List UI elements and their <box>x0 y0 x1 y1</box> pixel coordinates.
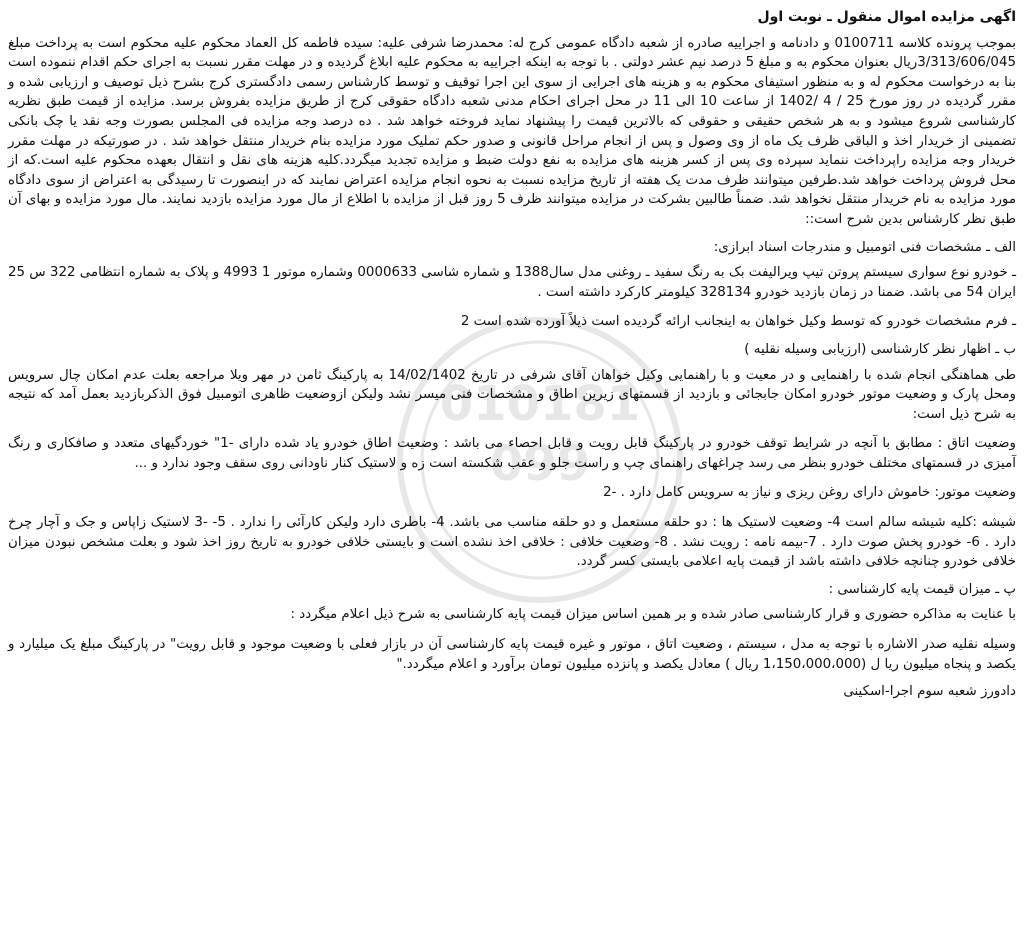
section-p-basis: با عنایت به مذاکره حضوری و قرار کارشناسی صادر شده و بر همین اساس میزان قیمت پایه کارشناسی به شرح ذیل اعلام میگردد : <box>290 607 1016 623</box>
section-b-body-condition: وضعیت اتاق : مطابق با آنچه در شرایط توقف خودرو در پارکینگ قابل رویت و قابل احصاء می باشد : وضعیت اطاق خودرو یاد شده دارای -1" خوردگیهای متعدد و صافکاری و رنگ آمیزی در قسمتهای مختلف خودرو بنظر می رسد چراغهای راهنمای چپ و راست جلو و عقب شکسته است زه و لاستیک کنار ناودانی روی سقف وجود ندارد و ... <box>8 436 1016 471</box>
section-a-heading: الف ـ مشخصات فنی اتومبیل و مندرجات اسناد ابرازی: <box>713 239 1016 255</box>
section-b-other-condition: شیشه :کلیه شیشه سالم است 4- وضعیت لاستیک ها : دو حلقه مستعمل و دو حلقه مناسب می باشد. 4- باطری دارد ولیکن کارآئی را ندارد . 5- -3 لاستیک زاپاس و جک و آچار چرخ دارد . 6- خودرو پخش صوت دارد . 7-بیمه نامه : رویت نشد . 8- وضعیت خلافی : خلافی اخذ نشده است و بایستی خلافی خودرو به تاریخ روز اخذ شود و بعلت مشخص نبودن میزان خلافی خودرو چنانچه خلافی داشته باشد از قیمت پایه اعلامی بایستی کسر گردد. <box>8 515 1017 570</box>
section-p-price: وسیله نقلیه صدر الاشاره با توجه به مدل ، سیستم ، وضعیت اتاق ، موتور و غیره قیمت پایه کارشناسی آن در بازار فعلی با وضعیت موجود و قابل رویت" در پارکینگ مبلغ یک میلیارد و یکصد و پنجاه میلیون ریا ل (1،150،000،000 ریال ) معادل یکصد و پانزده میلیون تومان برآورد و اعلام میگردد." <box>8 637 1016 672</box>
section-a-item-form: ـ فرم مشخصات خودرو که توسط وکیل خواهان به اینجانب ارائه گردیده است ذیلاً آورده شده است 2 <box>460 314 1016 330</box>
section-b-heading: ب ـ اظهار نظر کارشناسی (ارزیابی وسیله نقلیه ) <box>744 341 1016 357</box>
intro-paragraph: بموجب پرونده کلاسه 0100711 و دادنامه و اجراییه صادره از شعبه دادگاه عمومی کرج له: محمدرضا شرفی علیه: سیده فاطمه کل العماد محکوم علیه محکوم است به پرداخت مبلغ 3/313/606/045ریال بعنوان محکوم به و مبلغ 5 درصد نیم عشر دولتی . با توجه به اینکه اجراییه به محکوم علیه ابلاغ گردیده و در مهلت مقرر نسبت به اجرای حکم اقدام ننموده است بنا به درخواست محکوم له و به منظور استیفای محکوم به و هزینه های اجرایی از سوی این اجرا توقیف و توسط کارشناس رسمی دادگستری کرج بشرح ذیل توصیف و ارزیابی شده و مقرر گردیده در روز مورخ 25 / 4 /1402 از ساعت 10 الی 11 در محل اجرای احکام مدنی شعبه دادگاه حقوقی کرج از طریق مزایده بفروش برسد. مزایده از قیمت طبق نظریه کارشناسی شروع میشود و به هر شخص حقیقی و حقوقی که بالاترین قیمت را پیشنهاد نماید فروخته خواهد شد . ده درصد وجه مزایده فی المجلس بصورت وجه نقد یا چک بانکی تضمینی از خریدار اخذ و الباقی ظرف یک ماه از وی وصول و پس از انجام مراحل قانونی و صدور حکم تملیک مورد مزایده بنام خریدار منتقل خواهد شد . در صورتیکه در مهلت مقرر خریدار وجه مزایده راپرداخت ننماید سپرده وی پس از کسر هزینه های مزایده به نفع دولت ضبط و مزایده تجدید میگردد.کلیه هزینه های نقل و انتقال بعهده محکوم علیه است.که از محل فروش پرداخت خواهد شد.طرفین میتوانند ظرف مدت یک هفته از تاریخ مزایده نسبت به نحوه انجام مزایده اعتراض نمایند که در اینصورت تا رسیدگی به اعتراض از سوی دادگاه مورد مزایده به نام خریدار منتقل نخواهد شد. ضمناً طالبین بشرکت در مزایده میتوانند ظرف 5 روز قبل از مزایده با اطلاع از مال مورد مزایده بازدید نمایند. مال مورد مزایده و بهای آن طبق نظر کارشناس بدین شرح است:: <box>8 35 1017 227</box>
watermark-digits-1: 010181 <box>439 376 641 432</box>
watermark-digits-2: 099 <box>489 436 591 492</box>
section-b-engine-condition: وضعیت موتور: خاموش دارای روغن ریزی و نیاز به سرویس کامل دارد . -2 <box>603 485 1016 501</box>
notice-title: اگهی مزایده اموال منقول ـ نوبت اول <box>757 9 1016 25</box>
section-p-heading: پ ـ میزان قیمت پایه کارشناسی : <box>828 581 1016 597</box>
signature-line: دادورز شعبه سوم اجرا-اسکینی <box>843 684 1016 700</box>
section-a-item-vehicle: ـ خودرو نوع سواری سیستم پروتن تیپ ویرالیفت بک به رنگ سفید ـ روغنی مدل سال1388 و شماره شاسی 0000633 وشماره موتور 1 4993 و پلاک به شماره انتظامی 322 س 25 ایران 54 می باشد. ضمنا در زمان بازدید خودرو 328134 کیلومتر کارکرد داشته است . <box>8 265 1017 300</box>
section-b-inspection: طی هماهنگی انجام شده با راهنمایی و در معیت و با راهنمایی وکیل خواهان آقای شرفی در تاریخ 14/02/1402 به پارکینگ ثامن در مهر ویلا مراجعه بعلت عدم امکان چال سرویس ومحل پارک و وضعیت موتور خودرو امکان جابجائی و بازدید از قسمتهای زیرین اطاق و مشخصات فنی میسر نشد ولیکن ازوضعیت ظاهری اتومبیل فوق الذکربازدید بعمل آمد که نتیجه به شرح ذیل است: <box>8 367 1017 422</box>
